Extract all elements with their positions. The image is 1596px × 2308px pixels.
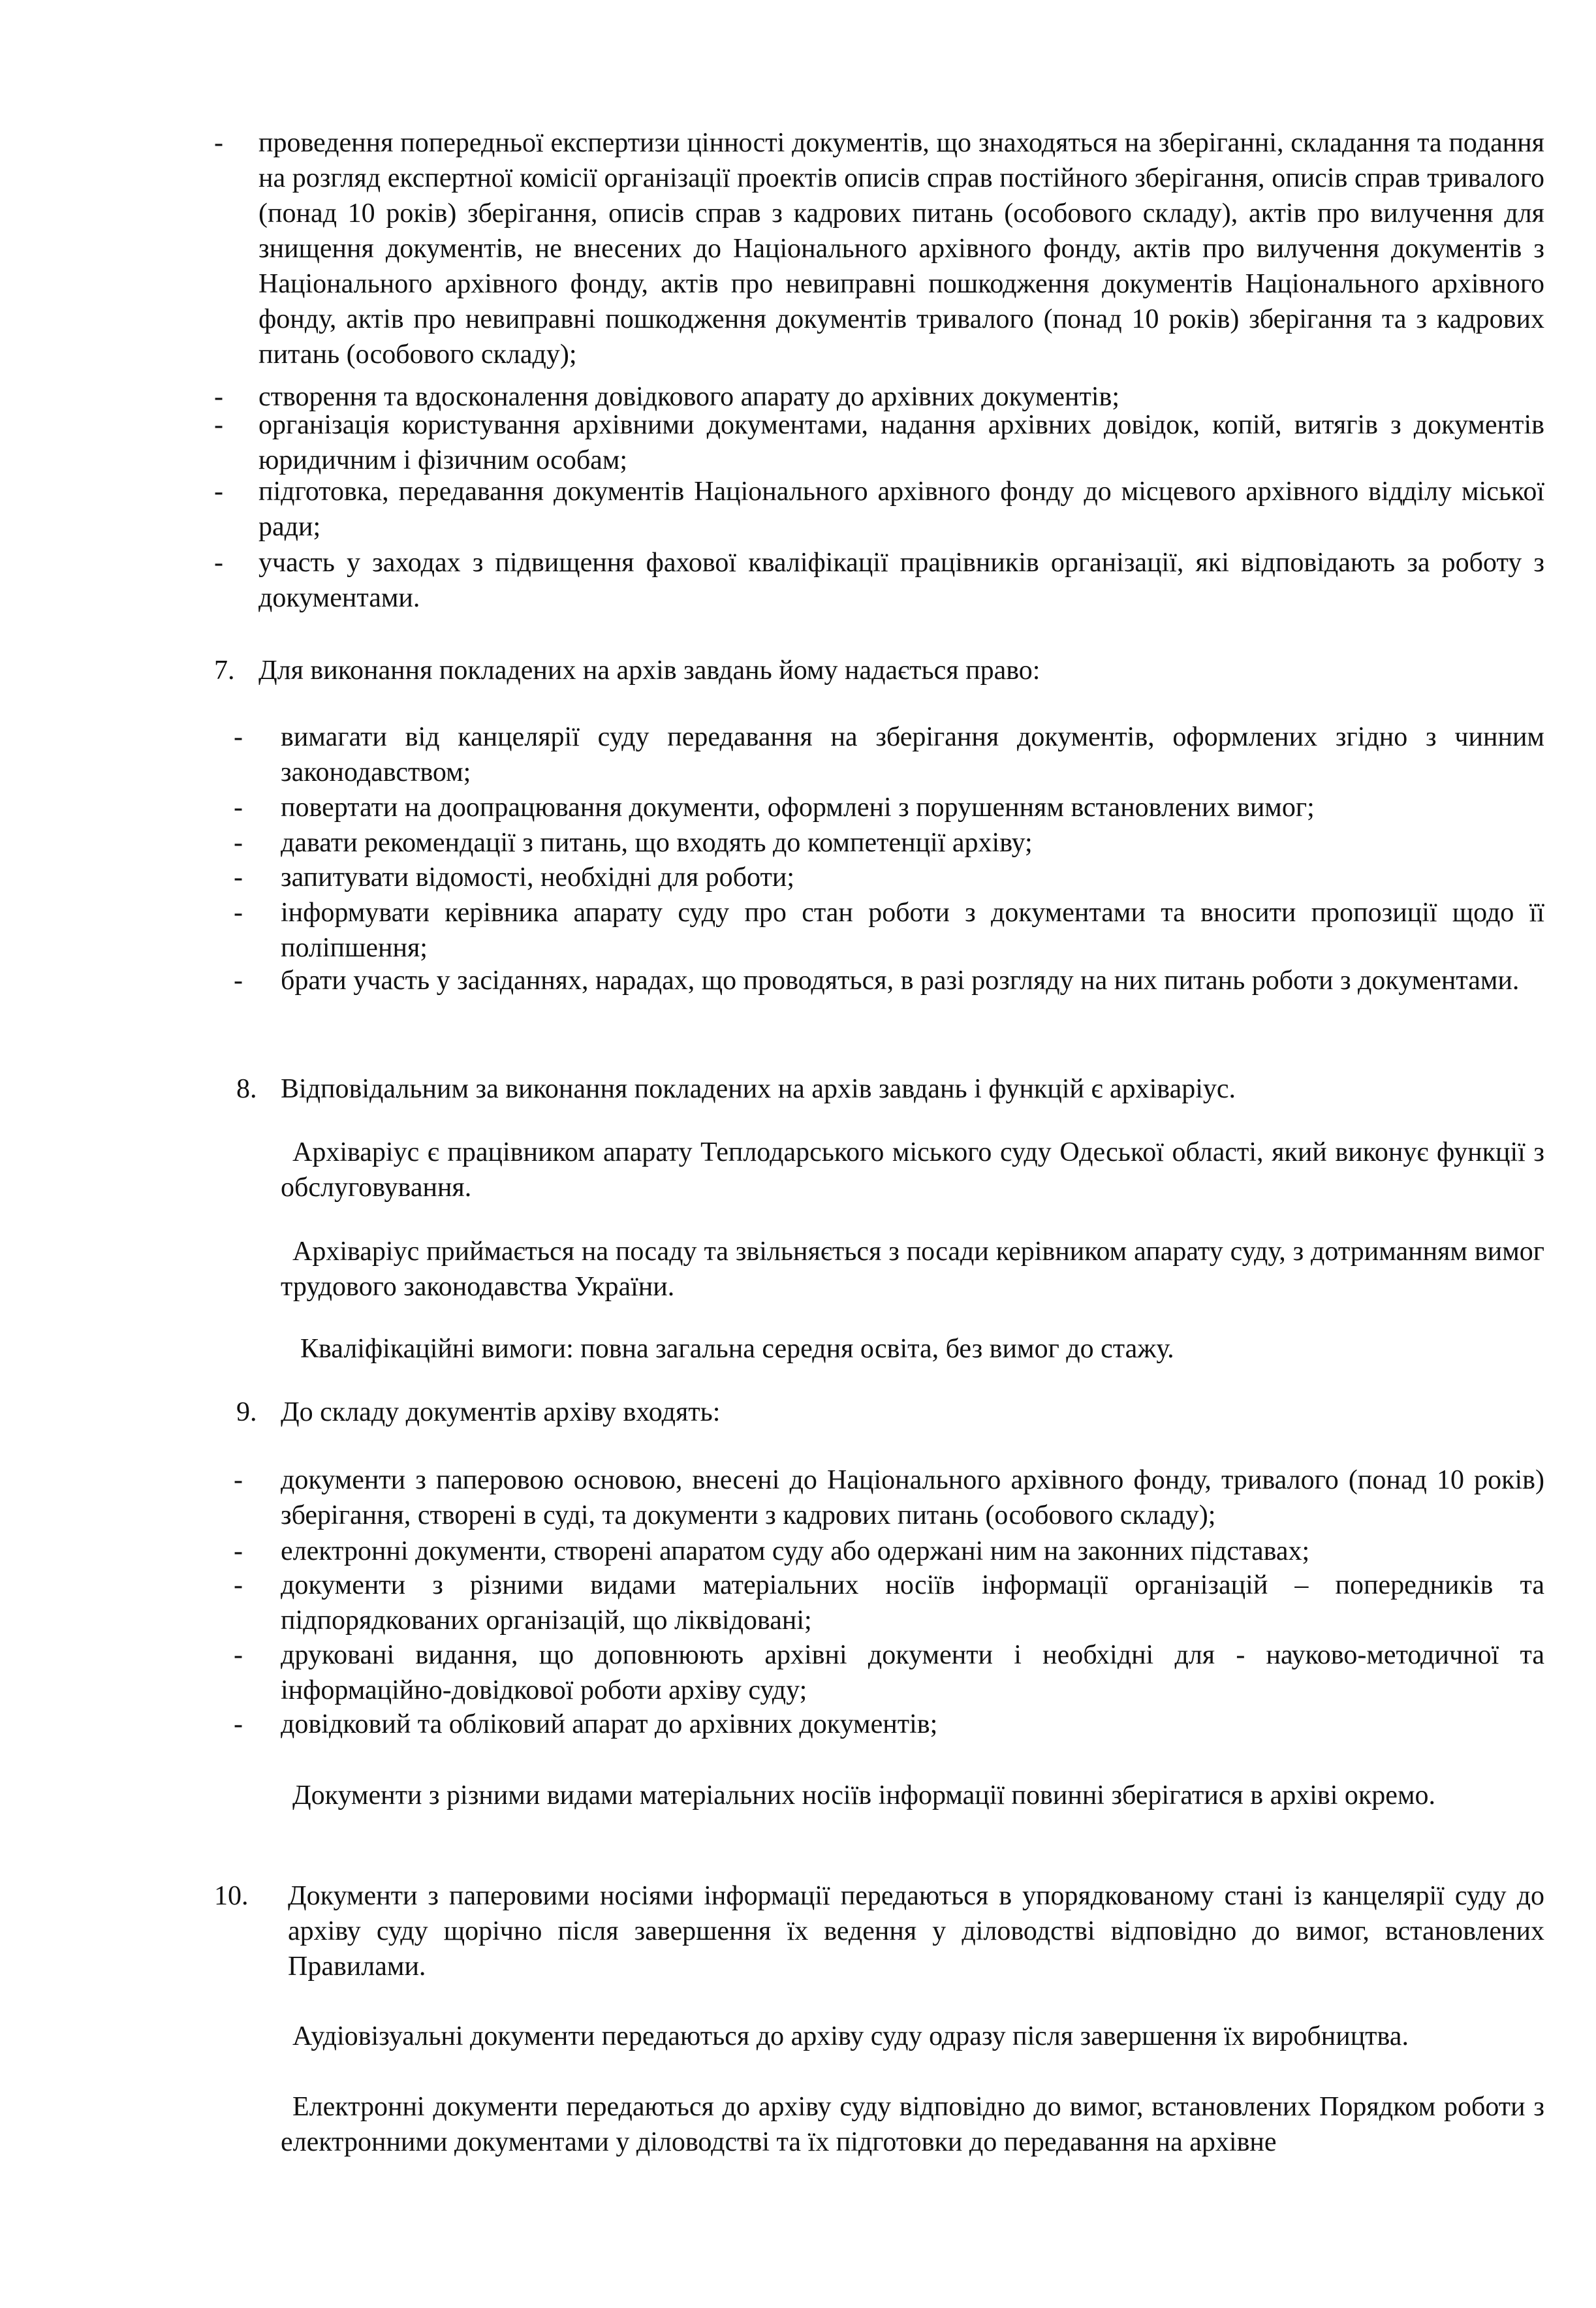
list-item: давати рекомендації з питань, що входять до компетенції архіву; [281,828,1033,858]
list-item: підготовка, передавання документів Національного архівного фонду до місцевого архівного відділу міської ради; [258,477,1544,542]
paragraph: Архіваріус приймається на посаду та звільняється з посади керівником апарату суду, з дотриманням вимог трудового законодавства України. [281,1237,1544,1302]
bullet-dash: - [234,1465,243,1495]
list-item: проведення попередньої експертизи цінності документів, що знаходяться на зберіганні, складання та подання на розгляд експертної комісії організації проектів описів справ постійного зберігання, описів справ тривалого (понад 10 років) зберігання, описів справ з кадрових питань (особового складу), актів про вилучення для знищення документів, не внесених до Національного архівного фонду, актів про вилучення документів з Національного архівного фонду, актів про невиправні пошкодження документів Національного архівного фонду, актів про невиправні пошкодження документів тривалого (понад 10 років) зберігання та з кадрових питань (особового складу); [258,128,1544,370]
bullet-dash: - [234,966,243,996]
list-item: друковані видання, що доповнюють архівні документи і необхідні для - науково-методичної та інформаційно-довідкової роботи архіву суду; [281,1640,1544,1705]
list-item: створення та вдосконалення довідкового апарату до архівних документів; [258,382,1120,412]
bullet-dash: - [214,128,223,158]
bullet-dash: - [234,793,243,823]
section-number: 9. [236,1397,257,1427]
paragraph: Аудіовізуальні документи передаються до архіву суду одразу після завершення їх виробництва. [292,2021,1409,2051]
list-item: документи з паперовою основою, внесені до Національного архівного фонду, тривалого (понад 10 років) зберігання, створені в суді, та документи з кадрових питань (особового складу); [281,1465,1544,1530]
bullet-dash: - [234,1709,243,1739]
list-item: запитувати відомості, необхідні для роботи; [281,862,794,893]
list-item: документи з різними видами матеріальних носіїв інформації організацій – попередників та підпорядкованих організацій, що ліквідовані; [281,1570,1544,1636]
list-item: електронні документи, створені апаратом суду або одержані ним на законних підставах; [281,1536,1310,1566]
paragraph: Архіваріус є працівником апарату Теплодарського міського суду Одеської області, який виконує функції з обслуговування. [281,1137,1544,1203]
bullet-dash: - [234,898,243,928]
paragraph: Електронні документи передаються до архіву суду відповідно до вимог, встановлених Порядком роботи з електронними документами у діловодстві та їх підготовки до передавання на архівне [281,2092,1544,2157]
list-item: вимагати від канцелярії суду передавання на зберігання документів, оформлених згідно з чинним законодавством; [281,722,1544,787]
section-heading: До складу документів архіву входять: [281,1397,721,1427]
bullet-dash: - [214,477,223,507]
paragraph: Кваліфікаційні вимоги: повна загальна середня освіта, без вимог до стажу. [300,1334,1174,1364]
section-heading: Відповідальним за виконання покладених на архів завдань і функцій є архіваріус. [281,1074,1236,1104]
bullet-dash: - [234,722,243,752]
list-item: повертати на доопрацювання документи, оформлені з порушенням встановлених вимог; [281,793,1315,823]
bullet-dash: - [214,382,223,412]
bullet-dash: - [214,548,223,578]
bullet-dash: - [214,410,223,440]
list-item: брати участь у засіданнях, нарадах, що проводяться, в разі розгляду на них питань роботи з документами. [281,966,1520,996]
section-number: 7. [214,656,235,686]
section-heading: Документи з паперовими носіями інформації передаються в упорядкованому стані із канцелярії суду до архіву суду щорічно після завершення їх ведення у діловодстві відповідно до вимог, встановлених Правилами. [288,1881,1544,1982]
list-item: довідковий та обліковий апарат до архівних документів; [281,1709,938,1739]
paragraph: Документи з різними видами матеріальних носіїв інформації повинні зберігатися в архіві окремо. [292,1780,1436,1810]
section-heading: Для виконання покладених на архів завдань йому надається право: [258,656,1041,686]
section-number: 8. [236,1074,257,1104]
list-item: інформувати керівника апарату суду про стан роботи з документами та вносити пропозиції щодо її поліпшення; [281,898,1544,963]
bullet-dash: - [234,828,243,858]
section-number: 10. [214,1881,249,1911]
bullet-dash: - [234,1536,243,1566]
bullet-dash: - [234,1640,243,1670]
bullet-dash: - [234,862,243,893]
list-item: організація користування архівними документами, надання архівних довідок, копій, витягів з документів юридичним і фізичним особам; [258,410,1544,475]
list-item: участь у заходах з підвищення фахової кваліфікації працівників організації, які відповідають за роботу з документами. [258,548,1544,613]
bullet-dash: - [234,1570,243,1600]
